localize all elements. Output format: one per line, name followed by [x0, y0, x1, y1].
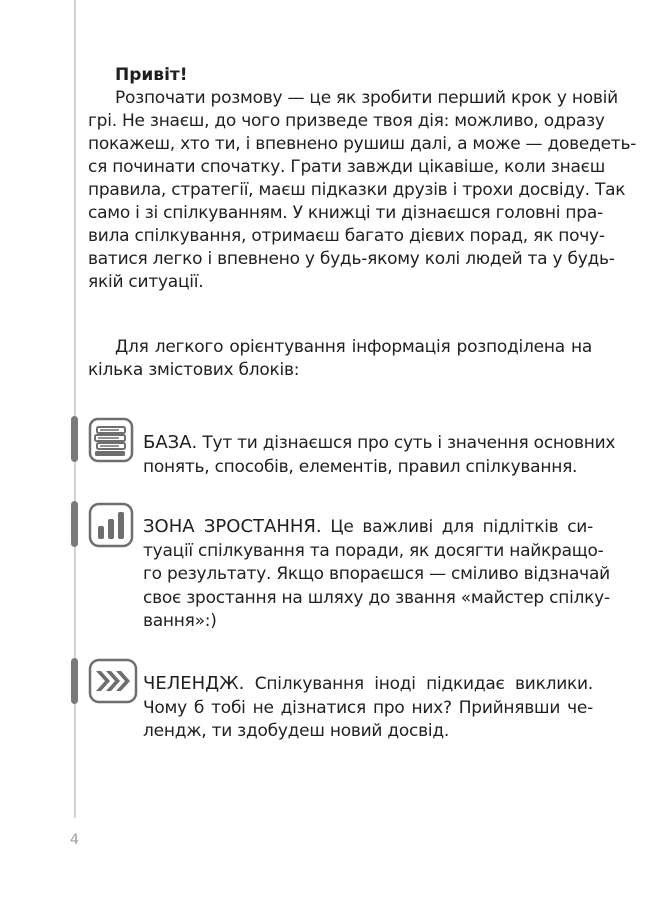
- block-heading: ЧЕЛЕНДЖ.: [143, 673, 245, 694]
- text-line: туації спілкування та поради, як досягти найкращо-: [143, 540, 604, 561]
- text-line: ЧЕЛЕНДЖ. Спілкування іноді підкидає виклики.: [143, 673, 594, 694]
- block-baza: [143, 431, 616, 479]
- text-line: вила спілкування, отримаєш багато дієвих порад, як почу-: [88, 226, 605, 246]
- text-line: го результату. Якщо впораєшся — сміливо відзначай: [143, 564, 610, 584]
- text-line: ся починати спочатку. Грати завжди цікавіше, коли знаєш: [88, 157, 606, 177]
- text-line: покажеш, хто ти, і впевнено рушиш далі, а може — доведеть-: [88, 134, 637, 154]
- text-line: ЗОНА ЗРОСТАННЯ. Це важливі для підлітків си-: [143, 516, 593, 537]
- text-line: правила, стратегії, маєш підказки друзів і трохи досвіду. Так: [88, 180, 626, 200]
- greeting-paragraph: [88, 87, 637, 294]
- text-line: Чому б тобі не дізнатися про них? Прийнявши че-: [143, 697, 593, 718]
- books-stack-icon: [88, 417, 134, 467]
- text-line: само і зі спілкуванням. У книжці ти дізнаєшся головні пра-: [88, 203, 603, 223]
- block-marker: [71, 416, 78, 462]
- triple-chevron-icon: [88, 658, 138, 708]
- bar-chart-icon: [88, 502, 134, 552]
- block-chelendzh: [143, 672, 593, 744]
- intro-paragraph: [88, 336, 592, 382]
- block-heading: ЗОНА ЗРОСТАННЯ.: [143, 516, 322, 537]
- block-heading: БАЗА.: [143, 432, 198, 453]
- text-line: понять, способів, елементів, правил спілкування.: [143, 456, 578, 477]
- text-line: Для легкого орієнтування інформація розподілена на: [115, 337, 592, 357]
- text-line: якій ситуації.: [88, 272, 204, 292]
- block-marker: [71, 501, 78, 547]
- text-line: БАЗА. Тут ти дізнаєшся про суть і значення основних: [143, 432, 616, 453]
- block-marker: [71, 658, 78, 704]
- page-number: 4: [70, 832, 79, 848]
- text-line: лендж, ти здобудеш новий досвід.: [143, 721, 450, 741]
- text-line: грі. Не знаєш, до чого призведе твоя дія: можливо, одразу: [88, 111, 605, 131]
- text-line: своє зростання на шляху до звання «майстер спілку-: [143, 587, 610, 608]
- block-zona: [143, 515, 610, 634]
- text-line: кілька змістових блоків:: [88, 360, 300, 380]
- text-line: Розпочати розмову — це як зробити перший крок у новій: [115, 88, 618, 108]
- text-line: вання»:): [143, 611, 217, 631]
- text-line: ватися легко і впевнено у будь-якому колі людей та у будь-: [88, 249, 615, 269]
- greeting-title: Привіт!: [115, 65, 188, 85]
